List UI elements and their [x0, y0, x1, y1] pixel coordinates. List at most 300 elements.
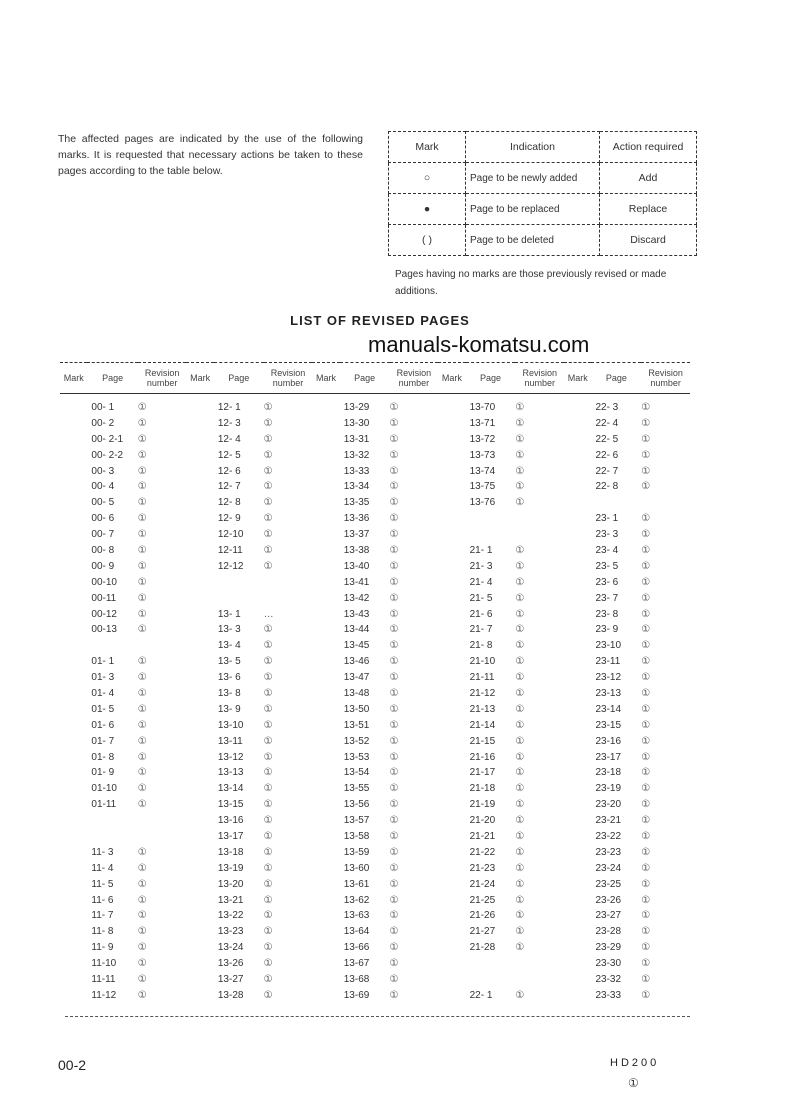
mark-cell — [186, 845, 213, 861]
page-cell: 21- 5 — [469, 592, 493, 604]
mark-cell — [564, 877, 591, 893]
page-cell: 23-18 — [595, 767, 622, 779]
revision-cell: ① — [641, 624, 651, 636]
page-cell: 13-28 — [217, 989, 244, 1001]
page-cell: 13-43 — [343, 608, 370, 620]
revision-cell: ① — [263, 624, 273, 636]
page-cell: 12- 3 — [217, 417, 241, 429]
page-cell: 13- 4 — [217, 640, 241, 652]
mark-cell — [60, 956, 87, 972]
mark-cell — [564, 416, 591, 432]
revision-cell — [641, 495, 690, 511]
header-revision: Revision number — [138, 363, 187, 394]
page-cell: 13-31 — [343, 433, 370, 445]
mark-cell — [564, 781, 591, 797]
page-cell: 13-30 — [343, 417, 370, 429]
revision-cell: ① — [389, 703, 399, 715]
revision-cell: ① — [389, 560, 399, 572]
mark-cell — [438, 765, 465, 781]
mark-cell — [438, 877, 465, 893]
mark-cell — [564, 972, 591, 988]
mark-cell — [564, 909, 591, 925]
mark-cell — [438, 750, 465, 766]
table-row — [60, 956, 690, 972]
revision-cell: ① — [389, 719, 399, 731]
revision-cell: ① — [263, 989, 273, 1001]
mark-cell — [186, 877, 213, 893]
mark-cell — [60, 511, 87, 527]
revision-cell: ① — [137, 719, 147, 731]
mark-cell — [312, 797, 339, 813]
page-cell: 13-13 — [217, 767, 244, 779]
page-cell: 23-21 — [595, 815, 622, 827]
page-cell: 00- 2-1 — [91, 433, 124, 445]
mark-cell — [312, 781, 339, 797]
revision-cell: ① — [389, 910, 399, 922]
table-row — [60, 893, 690, 909]
mark-cell — [312, 394, 339, 416]
revision-cell: ① — [263, 672, 273, 684]
page-cell: 21-10 — [469, 656, 496, 668]
revision-cell: ① — [137, 799, 147, 811]
page-cell: 13-52 — [343, 735, 370, 747]
mark-cell — [312, 464, 339, 480]
revision-cell: ① — [641, 465, 651, 477]
revision-cell: ① — [641, 862, 651, 874]
marks-legend-table — [388, 131, 697, 256]
revision-cell: ① — [389, 497, 399, 509]
revision-cell: ① — [389, 942, 399, 954]
mark-cell — [312, 924, 339, 940]
page-cell: 00- 7 — [91, 529, 115, 541]
revision-cell: ① — [263, 560, 273, 572]
page-cell: 11- 3 — [91, 846, 114, 858]
mark-cell — [564, 813, 591, 829]
mark-cell — [312, 622, 339, 638]
mark-cell — [60, 622, 87, 638]
revision-cell: ① — [389, 894, 399, 906]
revision-cell: ① — [263, 910, 273, 922]
revision-cell: ① — [263, 513, 273, 525]
mark-cell — [438, 511, 465, 527]
page-cell: 13- 8 — [217, 687, 241, 699]
page-cell: 22- 6 — [595, 449, 619, 461]
revision-cell: ① — [515, 497, 525, 509]
revision-cell: ① — [263, 878, 273, 890]
revision-cell: ① — [389, 830, 399, 842]
page-cell: 12- 6 — [217, 465, 241, 477]
mark-cell — [186, 432, 213, 448]
mark-cell — [186, 527, 213, 543]
mark-cell — [564, 559, 591, 575]
mark-cell — [186, 559, 213, 575]
table-row — [60, 464, 690, 480]
page-cell: 21-17 — [469, 767, 496, 779]
mark-cell — [564, 607, 591, 623]
revision-cell: ① — [137, 942, 147, 954]
revision-cell: ① — [389, 672, 399, 684]
mark-cell — [60, 654, 87, 670]
mark-cell — [186, 734, 213, 750]
table-body — [60, 394, 690, 1004]
page-cell: 13- 6 — [217, 672, 241, 684]
page-cell — [466, 956, 516, 972]
revision-cell: ① — [389, 926, 399, 938]
revision-cell: ① — [641, 672, 651, 684]
page-cell: 23-22 — [595, 830, 622, 842]
mark-cell — [60, 416, 87, 432]
revision-cell: ① — [263, 767, 273, 779]
legend-mark: ( ) — [389, 225, 466, 256]
revision-cell: ① — [515, 719, 525, 731]
revision-cell: ① — [641, 974, 651, 985]
revision-cell: ① — [515, 783, 525, 795]
mark-cell — [438, 829, 465, 845]
table-row — [60, 479, 690, 495]
mark-cell — [438, 813, 465, 829]
mark-cell — [186, 781, 213, 797]
page-cell: 01- 7 — [91, 735, 115, 747]
mark-cell — [60, 940, 87, 956]
revision-cell: ① — [515, 672, 525, 684]
revision-cell: ① — [515, 751, 525, 763]
mark-cell — [60, 638, 87, 654]
revision-cell: ① — [389, 783, 399, 795]
revision-cell: ① — [515, 942, 525, 954]
mark-cell — [438, 893, 465, 909]
page-cell: 21- 8 — [469, 640, 493, 652]
mark-cell — [564, 797, 591, 813]
revision-cell: ① — [389, 608, 399, 620]
table-row — [60, 686, 690, 702]
page-cell: 21-18 — [469, 783, 496, 795]
page-cell: 23-16 — [595, 735, 622, 747]
revision-cell: ① — [137, 576, 147, 588]
mark-cell — [312, 702, 339, 718]
mark-cell — [438, 781, 465, 797]
page-cell: 23-17 — [595, 751, 622, 763]
revision-cell: ① — [389, 592, 399, 604]
model-name: HD200 — [610, 1057, 660, 1069]
page-cell: 13-40 — [343, 560, 370, 572]
mark-cell — [60, 394, 87, 416]
mark-cell — [564, 464, 591, 480]
mark-cell — [186, 495, 213, 511]
page-cell: 21-14 — [469, 719, 496, 731]
legend-note: Pages having no marks are those previously revised or made additions. — [395, 269, 667, 297]
revision-cell: ① — [137, 878, 147, 890]
page-cell: 00- 5 — [91, 497, 115, 509]
mark-cell — [60, 734, 87, 750]
mark-cell — [564, 829, 591, 845]
table-row — [60, 591, 690, 607]
revision-cell: ① — [137, 401, 147, 413]
page-cell: 22- 3 — [595, 401, 619, 413]
page-cell: 13-34 — [343, 481, 370, 493]
mark-cell — [564, 575, 591, 591]
page-cell — [466, 527, 516, 543]
mark-cell — [438, 622, 465, 638]
mark-cell — [186, 861, 213, 877]
table-row — [60, 797, 690, 813]
revision-cell: ① — [263, 703, 273, 715]
page-cell: 13-72 — [469, 433, 496, 445]
revision-cell: ① — [515, 560, 525, 572]
revision-cell — [264, 591, 313, 607]
revision-cell: ① — [263, 926, 273, 938]
page-cell: 23-19 — [595, 783, 622, 795]
revision-cell: ① — [137, 513, 147, 525]
page-cell: 21-25 — [469, 894, 496, 906]
revision-cell: ① — [263, 846, 273, 858]
revision-cell: ① — [641, 830, 651, 842]
table-row — [60, 781, 690, 797]
mark-cell — [60, 495, 87, 511]
page-cell: 23-26 — [595, 894, 622, 906]
page-cell — [87, 829, 137, 845]
page-cell: 22- 7 — [595, 465, 619, 477]
page-cell: 23- 8 — [595, 608, 619, 620]
mark-cell — [312, 448, 339, 464]
mark-cell — [564, 448, 591, 464]
mark-cell — [564, 527, 591, 543]
mark-cell — [186, 750, 213, 766]
revision-cell: ① — [389, 465, 399, 477]
mark-cell — [438, 575, 465, 591]
revision-cell: ① — [137, 624, 147, 636]
revision-cell: ① — [515, 894, 525, 906]
revision-cell: ① — [389, 449, 399, 461]
revised-pages-table — [60, 362, 690, 1004]
mark-cell — [186, 416, 213, 432]
mark-cell — [438, 638, 465, 654]
revision-cell: ① — [263, 862, 273, 874]
legend-header-row — [389, 132, 697, 163]
page-cell: 01- 4 — [91, 687, 115, 699]
page-cell: 00-13 — [91, 624, 117, 636]
revision-cell: ① — [641, 958, 651, 970]
revision-cell: ① — [515, 830, 525, 842]
mark-cell — [438, 607, 465, 623]
page-cell: 13-37 — [343, 529, 370, 541]
page-cell: 13-45 — [343, 640, 370, 652]
revision-cell: ① — [641, 656, 651, 668]
revision-cell: ① — [137, 433, 147, 445]
table-row — [60, 909, 690, 925]
page-cell: 13-17 — [217, 830, 244, 842]
page-cell: 12- 4 — [217, 433, 241, 445]
page-cell: 13-47 — [343, 672, 370, 684]
page-cell: 13-10 — [217, 719, 244, 731]
revision-cell: ① — [641, 640, 651, 652]
page-cell: 12- 9 — [217, 513, 241, 525]
page-cell: 21-24 — [469, 878, 496, 890]
page-number: 00-2 — [58, 1057, 87, 1073]
mark-cell — [438, 924, 465, 940]
revision-cell: ① — [137, 417, 147, 429]
mark-cell — [60, 797, 87, 813]
page-cell — [591, 495, 641, 511]
mark-cell — [312, 718, 339, 734]
page-cell: 00- 9 — [91, 560, 115, 572]
page-cell: 23- 6 — [595, 576, 619, 588]
mark-cell — [186, 511, 213, 527]
page-cell: 11-12 — [91, 989, 117, 1001]
mark-cell — [186, 670, 213, 686]
revision-cell: ① — [137, 783, 147, 795]
mark-cell — [186, 797, 213, 813]
page-cell: 01- 6 — [91, 719, 115, 731]
header-page: Page — [340, 363, 390, 394]
mark-cell — [564, 654, 591, 670]
revision-cell: ① — [641, 592, 651, 604]
mark-cell — [312, 495, 339, 511]
mark-cell — [186, 702, 213, 718]
table-row — [60, 670, 690, 686]
mark-cell — [438, 495, 465, 511]
header-page: Page — [591, 363, 641, 394]
page-cell: 13-62 — [343, 894, 370, 906]
revision-cell: ① — [515, 656, 525, 668]
mark-cell — [312, 861, 339, 877]
page-cell: 22- 4 — [595, 417, 619, 429]
mark-cell — [312, 432, 339, 448]
revision-cell: ① — [263, 894, 273, 906]
revision-cell: ① — [515, 592, 525, 604]
mark-cell — [186, 464, 213, 480]
page-cell: 23- 9 — [595, 624, 619, 636]
page-cell: 21-27 — [469, 926, 496, 938]
revision-cell: ① — [137, 687, 147, 699]
page-cell: 12-12 — [217, 560, 244, 572]
mark-cell — [438, 718, 465, 734]
legend-mark: ○ — [389, 163, 466, 194]
mark-cell — [60, 909, 87, 925]
revision-cell: ① — [641, 433, 651, 445]
page-cell: 23- 1 — [595, 513, 619, 525]
legend-indication: Page to be deleted — [466, 225, 600, 256]
page-cell: 13- 1 — [217, 608, 241, 620]
page-cell: 13-46 — [343, 656, 370, 668]
revision-cell — [138, 638, 187, 654]
mark-cell — [186, 909, 213, 925]
mark-cell — [60, 591, 87, 607]
page-cell: 13-67 — [343, 958, 370, 970]
mark-cell — [564, 861, 591, 877]
mark-cell — [312, 607, 339, 623]
revision-cell: ① — [641, 926, 651, 938]
mark-cell — [186, 765, 213, 781]
page-cell: 13-24 — [217, 942, 244, 954]
page-cell: 00-12 — [91, 608, 117, 620]
revision-cell: ① — [389, 862, 399, 874]
revision-cell: ① — [515, 989, 525, 1001]
revision-cell: ① — [389, 815, 399, 827]
revision-cell — [264, 575, 313, 591]
table-row — [60, 734, 690, 750]
mark-cell — [438, 845, 465, 861]
mark-cell — [312, 893, 339, 909]
revision-cell: ① — [515, 687, 525, 699]
revision-cell: ① — [389, 974, 399, 985]
header-page: Page — [466, 363, 516, 394]
mark-cell — [438, 432, 465, 448]
revision-cell: ① — [641, 910, 651, 922]
page-cell: 23- 7 — [595, 592, 619, 604]
revision-cell: ① — [389, 401, 399, 413]
mark-cell — [60, 432, 87, 448]
mark-cell — [186, 972, 213, 988]
mark-cell — [186, 988, 213, 1004]
revision-cell — [515, 511, 564, 527]
mark-cell — [186, 718, 213, 734]
mark-cell — [564, 543, 591, 559]
mark-cell — [60, 702, 87, 718]
page-cell: 23-23 — [595, 846, 622, 858]
page-cell: 13- 3 — [217, 624, 241, 636]
page-cell: 23-12 — [595, 672, 622, 684]
mark-cell — [312, 829, 339, 845]
revision-cell: ① — [641, 735, 651, 747]
table-row — [60, 394, 690, 416]
watermark: manuals-komatsu.com — [368, 332, 590, 357]
mark-cell — [438, 543, 465, 559]
table-row — [60, 575, 690, 591]
table-row — [60, 448, 690, 464]
revision-cell: ① — [137, 958, 147, 970]
page-cell: 00- 1 — [91, 401, 115, 413]
page-cell: 23-25 — [595, 878, 622, 890]
revision-cell: ① — [515, 465, 525, 477]
page-cell: 13-41 — [343, 576, 370, 588]
table-row — [60, 877, 690, 893]
revision-cell: ① — [263, 433, 273, 445]
mark-cell — [60, 543, 87, 559]
revision-cell: ① — [263, 656, 273, 668]
mark-cell — [438, 670, 465, 686]
revision-cell: ① — [137, 767, 147, 779]
divider — [65, 1016, 690, 1017]
mark-cell — [564, 638, 591, 654]
page-cell: 13-68 — [343, 974, 370, 985]
mark-cell — [60, 575, 87, 591]
revision-cell: ① — [263, 544, 273, 556]
revision-cell: ① — [263, 417, 273, 429]
mark-cell — [186, 394, 213, 416]
revision-cell: ① — [641, 942, 651, 954]
page-cell: 21- 7 — [469, 624, 493, 636]
page-cell: 01- 8 — [91, 751, 115, 763]
mark-cell — [438, 686, 465, 702]
table-row — [60, 638, 690, 654]
revision-cell: ① — [137, 910, 147, 922]
mark-cell — [312, 479, 339, 495]
page-cell: 23-32 — [595, 974, 622, 985]
mark-cell — [312, 591, 339, 607]
page-cell: 13-27 — [217, 974, 244, 985]
revision-cell: ① — [137, 862, 147, 874]
page-cell: 21-19 — [469, 799, 496, 811]
page-cell: 23-29 — [595, 942, 622, 954]
revision-cell: ① — [389, 513, 399, 525]
mark-cell — [564, 702, 591, 718]
page-cell: 13-33 — [343, 465, 370, 477]
mark-cell — [312, 670, 339, 686]
page-cell: 23-30 — [595, 958, 622, 970]
mark-cell — [438, 861, 465, 877]
revision-cell: ① — [137, 751, 147, 763]
revision-cell: ① — [641, 799, 651, 811]
